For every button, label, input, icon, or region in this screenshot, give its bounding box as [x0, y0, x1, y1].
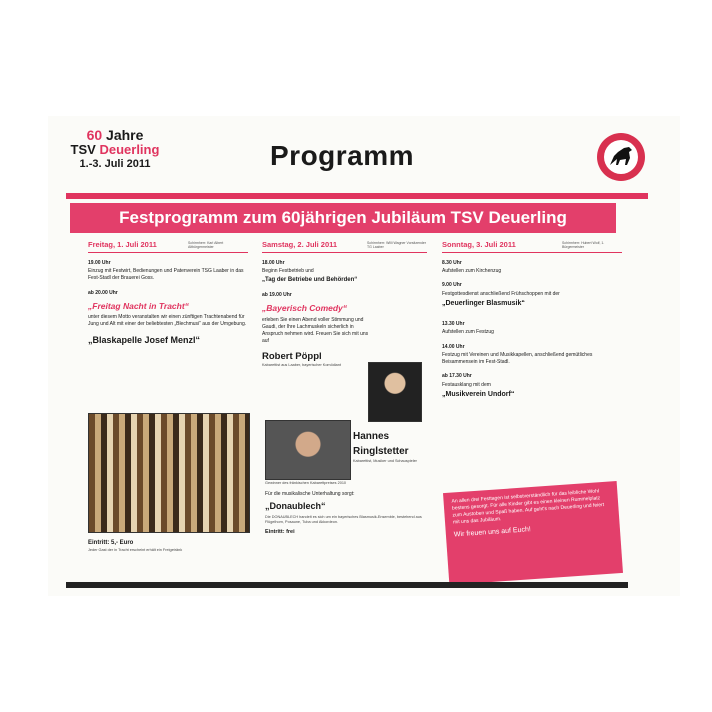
club-name: Deuerling	[99, 142, 160, 158]
saturday-comedy: „Bayerisch Comedy“	[262, 303, 348, 314]
sunday-sponsor: Schirmherr: Hubert Wolf, 1. Bürgermeister	[562, 241, 605, 249]
sunday-time-2: 9.00 Uhr	[442, 282, 462, 289]
club-logo	[596, 132, 646, 182]
info-note-closing: Wir freuen uns auf Euch!	[453, 526, 532, 539]
event-dates: 1.-3. Juli 2011	[79, 157, 151, 170]
saturday-desc-2: erleben Sie einen Abend voller Stimmung und Gaudi, der Ihre Lachmuskeln sicherlich in Anspruch nehmen wird. Freuen Sie sich mit uns auf	[262, 316, 369, 345]
friday-day: Freitag, 1. Juli 2011	[88, 240, 157, 249]
friday-entry-price: Eintritt: 5,- Euro	[88, 540, 134, 546]
sunday-desc-3: Aufstellen zum Festzug	[442, 329, 494, 336]
sunday-event-1: „Deuerlinger Blasmusik“	[442, 299, 525, 307]
saturday-day: Samstag, 2. Juli 2011	[262, 240, 338, 249]
sunday-day: Sonntag, 3. Juli 2011	[442, 240, 516, 249]
saturday-time-1: 18.00 Uhr	[262, 259, 285, 266]
sunday-header	[442, 240, 622, 253]
sunday-event-2: „Musikverein Undorf“	[442, 390, 515, 398]
poeppl-photo	[368, 362, 422, 422]
saturday-sponsor: Schirmherr: Willi Wagner Vorsitzender TG Laaber	[367, 241, 427, 249]
friday-desc-2: unter diesem Motto veranstalten wir einen zünftigen Trachtenabend für Jung und Alt mit einer der beliebtesten „Blechmusi“ aus der Umgebung.	[88, 314, 247, 328]
sunday-column	[442, 240, 622, 401]
footer-band	[66, 582, 628, 588]
sunday-time-5: ab 17.30 Uhr	[442, 373, 472, 380]
sunday-time-1: 8.30 Uhr	[442, 259, 462, 266]
sunday-desc-4: Festzug mit Vereinen und Musikkapellen, anschließend gemütliches Beisammensein im Fest-Stadl.	[442, 351, 593, 366]
band-photo	[88, 413, 250, 533]
ringlstetter-photo	[265, 420, 351, 480]
friday-sponsor: Schirmherr: Karl Albert Altbürgermeister	[188, 241, 224, 249]
sunday-time-4: 14.00 Uhr	[442, 343, 465, 350]
years-number: 60	[86, 127, 103, 143]
saturday-time-2: ab 19.00 Uhr	[262, 292, 292, 299]
friday-time-2: ab 20.00 Uhr	[88, 289, 118, 296]
performer-2-last: Ringlstetter	[353, 445, 409, 457]
info-note	[443, 481, 623, 585]
friday-column	[88, 240, 248, 349]
friday-entry	[88, 536, 248, 553]
music-intro: Für die musikalische Unterhaltung sorgt:	[265, 490, 355, 497]
performer-1-desc: Kabarettist aus Laaber, bayerischer Komödiant	[262, 363, 341, 368]
saturday-band: „Donaublech“	[265, 500, 326, 511]
sunday-desc-1: Aufstellen zum Kirchenzug	[442, 268, 502, 275]
photo-caption: Gewinner des fränkischen Kabarettpreises 2010	[265, 481, 347, 485]
festival-banner: Festprogramm zum 60jährigen Jubiläum TSV Deuerling	[70, 203, 616, 233]
page-title: Programm	[270, 140, 415, 171]
saturday-event-1: „Tag der Betriebe und Behörden“	[262, 277, 358, 284]
saturday-entry: Eintritt: frei	[265, 528, 295, 535]
header-band	[66, 193, 648, 199]
info-note-text: An allen drei Festtagen ist selbstverständlich für das leibliche Wohl bestens gesorgt. Für alle Kinder gibt es einen kleinen Rummelplatz zum Austoben und Spaß haben. Auf geht's nach Deuerling und feiert mit uns das Jubiläum.	[451, 488, 605, 526]
saturday-header	[262, 240, 427, 253]
header-anniversary	[60, 128, 170, 170]
sunday-desc-5: Festausklang mit dem	[442, 381, 491, 388]
saturday-column	[262, 240, 427, 369]
performer-1-name: Robert Pöppl	[262, 350, 322, 362]
tsv-label: TSV	[70, 142, 96, 158]
friday-desc-1: Einzug mit Festwirt, Bedienungen und Patenverein TSG Laaber in das Fest-Stadl der Brauerei Goss.	[88, 268, 244, 282]
saturday-desc-1: Beginn Festbetrieb und	[262, 268, 314, 275]
performer-2	[353, 430, 433, 465]
saturday-band-desc: Die DONAUBLECH handelt es sich um ein bayerisches Blasmusik-Ensemble, bestehend aus Flügelhorn, Posaune, Tuba und Akkordeon.	[265, 514, 422, 525]
sunday-time-3: 13.30 Uhr	[442, 321, 465, 328]
years-word: Jahre	[106, 127, 144, 143]
friday-time-1: 19.00 Uhr	[88, 259, 111, 266]
friday-motto: „Freitag Nacht in Tracht“	[88, 300, 189, 311]
performer-2-desc: Kabarettist, Musiker und Schauspieler	[353, 459, 417, 463]
friday-entry-note: Jeder Gast der in Tracht erscheint erhält ein Freigetränk	[88, 547, 183, 552]
saturday-music	[265, 481, 430, 537]
friday-header	[88, 240, 248, 253]
friday-band: „Blaskapelle Josef Menzl“	[88, 334, 201, 345]
performer-2-first: Hannes	[353, 431, 390, 442]
sunday-desc-2: Festgottesdienst anschließend Frühschoppen mit der	[442, 290, 560, 297]
